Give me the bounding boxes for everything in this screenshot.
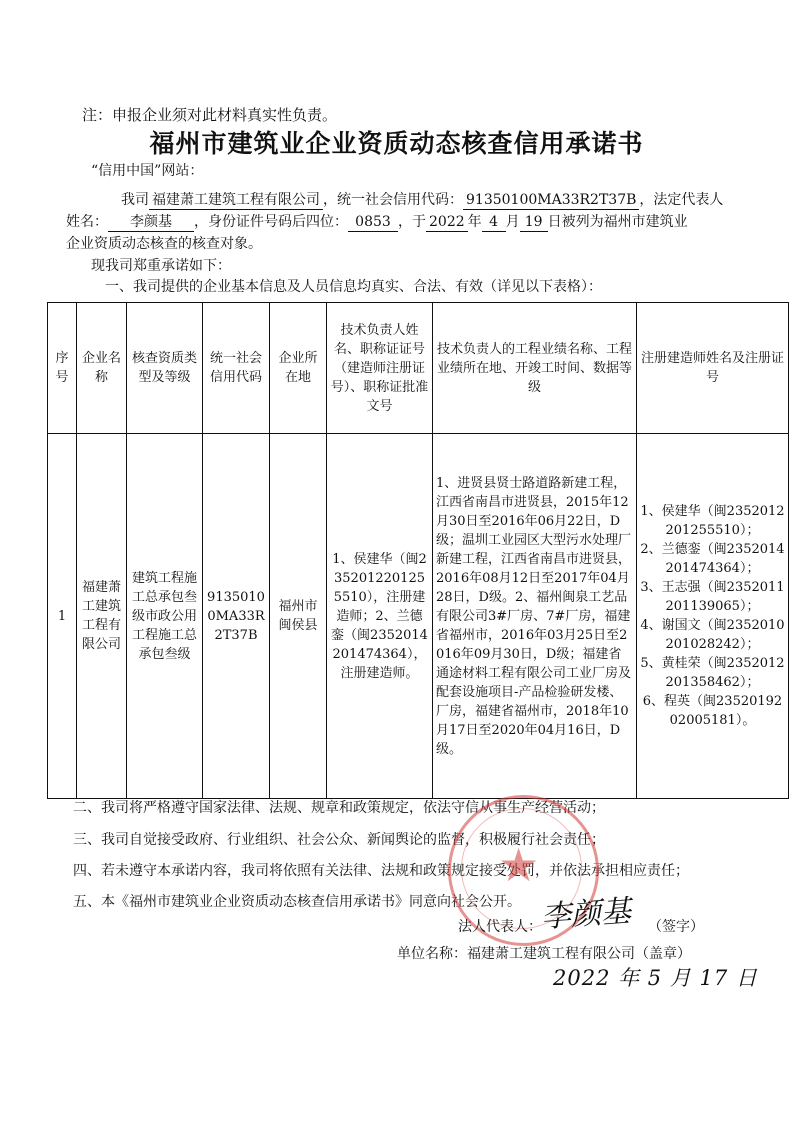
- year-field: 2022: [426, 214, 468, 232]
- day-field: 19: [520, 214, 548, 232]
- month-field: 4: [482, 214, 506, 232]
- intro-text: 姓名：: [66, 214, 108, 230]
- builder-entry: 5、黄桂荣（闽2352012201358462）；: [640, 656, 785, 690]
- intro-text: ，身份证件号码后四位：: [194, 214, 348, 230]
- builder-entry: 2、兰德銮（闽2352014201474364）；: [640, 542, 785, 576]
- cell-performance: 1、进贤县贤士路道路新建工程，江西省南昌市进贤县，2015年12月30日至2016年06月22日，D级；温圳工业园区大型污水处理厂新建工程，江西省南昌市进贤县，2016年08月12日至2017年04月28日，D级。2、福州闽泉工艺品有限公司3#厂房、7#厂房，福建省福州市，2016年03月25日至2016年09月30日，D级；福建省通途材料工程有限公司工业厂房及配套设施项目-产品检验研发楼、厂房，福建省福州市，2018年10月17日至2020年04月16日，D级。: [433, 434, 637, 799]
- cell-no: 1: [48, 434, 77, 799]
- rep-label: 法人代表人：: [458, 919, 542, 935]
- commitment-2: 二、我司将严格遵守国家法律、法规、规章和政策规定，依法守信从事生产经营活动；: [73, 800, 605, 816]
- unit-label: 单位名称：: [397, 946, 467, 962]
- commitment-1: 一、我司提供的企业基本信息及人员信息均真实、合法、有效（详见以下表格）：: [105, 279, 602, 295]
- intro-line-1: [121, 190, 723, 210]
- builder-entry: 3、王志强（闽2352011201139065）；: [640, 580, 785, 614]
- seal-star-icon: ★: [498, 838, 540, 892]
- credit-code-field: 91350100MA33R2T37B: [463, 192, 639, 210]
- intro-text: 我司: [121, 192, 149, 208]
- header-location: 企业所在地: [270, 303, 327, 434]
- builder-entry: 4、谢国文（闽2352010201028242）；: [640, 618, 785, 652]
- handwritten-date: 2022 年 5 月 17 日: [553, 966, 758, 990]
- header-name: 企业名称: [77, 303, 127, 434]
- cell-name: 福建萧工建筑工程有限公司: [77, 434, 127, 799]
- intro-text: 日被列为福州市建筑业: [547, 214, 688, 230]
- commitment-5: 五、本《福州市建筑业企业资质动态核查信用承诺书》同意向社会公开。: [73, 894, 521, 910]
- builder-entry: 1、侯建华（闽2352012201255510）；: [640, 504, 785, 538]
- note: 注：申报企业须对此材料真实性负责。: [82, 106, 338, 124]
- cell-tech-lead: 1、侯建华（闽2352012201255510），注册建造师；2、兰德銮（闽2352014201474364），注册建造师。: [327, 434, 433, 799]
- company-name-field: 福建萧工建筑工程有限公司: [149, 192, 323, 210]
- cell-builders: [637, 434, 789, 799]
- info-table: [47, 302, 789, 799]
- header-credit-code: 统一社会信用代码: [203, 303, 270, 434]
- commitment-3: 三、我司自觉接受政府、行业组织、社会公众、新闻舆论的监督，积极履行社会责任；: [73, 832, 605, 848]
- intro-text: 年: [467, 214, 482, 230]
- header-performance: 技术负责人的工程业绩名称、工程业绩所在地、开竣工时间、数据等级: [433, 303, 637, 434]
- unit-name: 福建萧工建筑工程有限公司（盖章）: [467, 946, 691, 962]
- intro-line-2: [66, 212, 688, 232]
- commitment-4: 四、若未遵守本承诺内容，我司将依照有关法律、法规和政策规定接受处罚，并依法承担相应责任；: [73, 863, 689, 879]
- rep-name-field: 李颜基: [108, 214, 194, 232]
- cell-credit-code: 91350100MA33R2T37B: [203, 434, 270, 799]
- id-last4-field: 0853: [348, 214, 398, 232]
- header-qualification: 核查资质类型及等级: [127, 303, 203, 434]
- intro-text: ，法定代表人: [639, 192, 724, 208]
- cell-location: 福州市闽侯县: [270, 434, 327, 799]
- table-row: [48, 434, 789, 799]
- intro-text: 月: [505, 214, 520, 230]
- intro-text: ，于: [398, 214, 426, 230]
- rep-suffix: （签字）: [648, 919, 704, 935]
- solemn-statement: 现我司郑重承诺如下：: [91, 258, 231, 274]
- document-title: 福州市建筑业企业资质动态核查信用承诺书: [149, 129, 644, 158]
- recipient: “信用中国”网站：: [91, 163, 204, 179]
- intro-text: ，统一社会信用代码：: [323, 192, 463, 208]
- builder-entry: 6、程英（闽2352019202005181）。: [642, 694, 783, 728]
- header-builders: 注册建造师姓名及注册证号: [637, 303, 789, 434]
- table-header-row: [48, 303, 789, 434]
- rep-signature: 李颜基: [539, 893, 633, 936]
- header-no: 序号: [48, 303, 77, 434]
- intro-line-3: 企业资质动态核查的核查对象。: [66, 236, 262, 252]
- cell-qualification: 建筑工程施工总承包叁级市政公用工程施工总承包叁级: [127, 434, 203, 799]
- header-tech-lead: 技术负责人姓名、职称证证号（建造师注册证号）、职称证批准文号: [327, 303, 433, 434]
